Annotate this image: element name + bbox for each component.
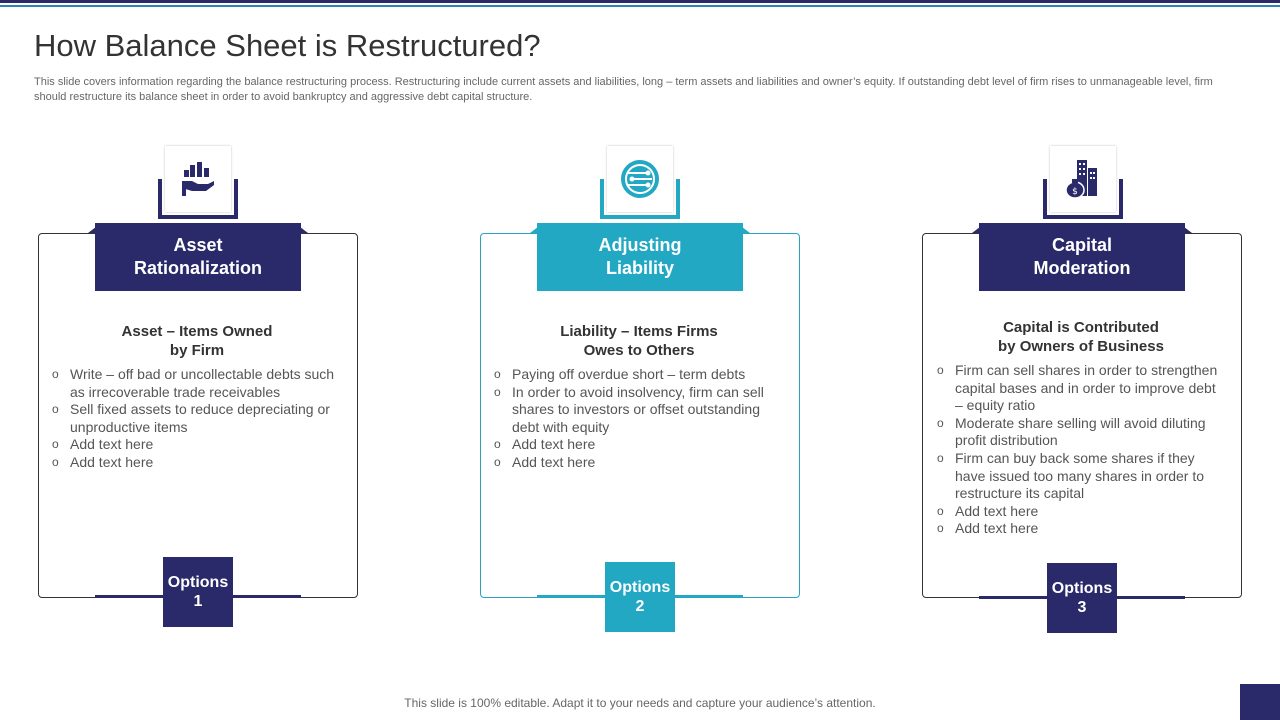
corner-accent-block (1240, 684, 1280, 720)
list-item: o Add text here (52, 436, 347, 454)
list-item: o Add text here (937, 503, 1227, 521)
list-item: o Paying off overdue short – term debts (494, 366, 784, 384)
header-line: Moderation (1033, 258, 1131, 278)
subheading-line: Liability – Items Firms (560, 323, 718, 340)
card-header-capital-moderation (979, 223, 1185, 291)
subheading-line: by Firm (169, 342, 225, 359)
top-accent-bar-thin (0, 5, 1280, 7)
top-accent-bar (0, 0, 1280, 3)
card-subheading (922, 318, 1240, 356)
subheading-line: Asset – Items Owned (121, 323, 273, 340)
list-item: o Add text here (494, 454, 784, 472)
options-badge-2 (605, 562, 675, 632)
list-item: o Sell fixed assets to reduce depreciating or unproductive items (52, 401, 347, 436)
card-subheading (38, 322, 356, 360)
header-line: Capital (1051, 235, 1112, 255)
circuit-globe-icon (607, 146, 673, 212)
hand-holding-city-icon (165, 146, 231, 212)
subheading-line: by Owners of Business (998, 338, 1164, 355)
list-item: o Add text here (937, 520, 1227, 538)
list-item: o Firm can sell shares in order to strengthen capital bases and in order to improve debt – equity ratio (937, 362, 1227, 415)
subheading-line: Capital is Contributed (1003, 319, 1159, 336)
list-item: o Add text here (494, 436, 784, 454)
options-badge-1 (163, 557, 233, 627)
option-label: Options (1051, 580, 1113, 597)
page-description: This slide covers information regarding the balance restructuring process. Restructuring include current assets and liabilities, long – term assets and liabilities and owner’s equity. If outstanding debt level of firm rises to unmanageable level, firm should restructure its balance sheet in order to avoid bankruptcy and aggressive debt capital structure. (34, 76, 1213, 103)
option-label: Options (167, 574, 229, 591)
page-title: How Balance Sheet is Restructured? (34, 28, 541, 63)
card-header-asset-rationalization (95, 223, 301, 291)
card-header-adjusting-liability (537, 223, 743, 291)
list-item: o Add text here (52, 454, 347, 472)
card-bullet-list (937, 362, 1227, 538)
card-bullet-list (494, 366, 784, 472)
option-number: 3 (1077, 599, 1087, 616)
list-item: o Moderate share selling will avoid diluting profit distribution (937, 415, 1227, 450)
svg-text:$: $ (1072, 187, 1078, 197)
list-item: o In order to avoid insolvency, firm can sell shares to investors or offset outstanding debt with equity (494, 384, 784, 437)
footer-note: This slide is 100% editable. Adapt it to your needs and capture your audience’s attention. (404, 696, 876, 710)
list-item: o Firm can buy back some shares if they have issued too many shares in order to restructure its capital (937, 450, 1227, 503)
card-subheading (480, 322, 798, 360)
option-number: 1 (193, 593, 203, 610)
option-label: Options (609, 579, 671, 596)
subheading-line: Owes to Others (583, 342, 695, 359)
option-number: 2 (635, 598, 645, 615)
header-line: Adjusting (598, 235, 682, 255)
header-line: Rationalization (133, 258, 262, 278)
list-item: o Write – off bad or uncollectable debts such as irrecoverable trade receivables (52, 366, 347, 401)
options-badge-3 (1047, 563, 1117, 633)
header-line: Liability (605, 258, 674, 278)
buildings-money-bag-icon (1050, 146, 1116, 212)
header-line: Asset (173, 235, 223, 255)
card-bullet-list (52, 366, 347, 472)
